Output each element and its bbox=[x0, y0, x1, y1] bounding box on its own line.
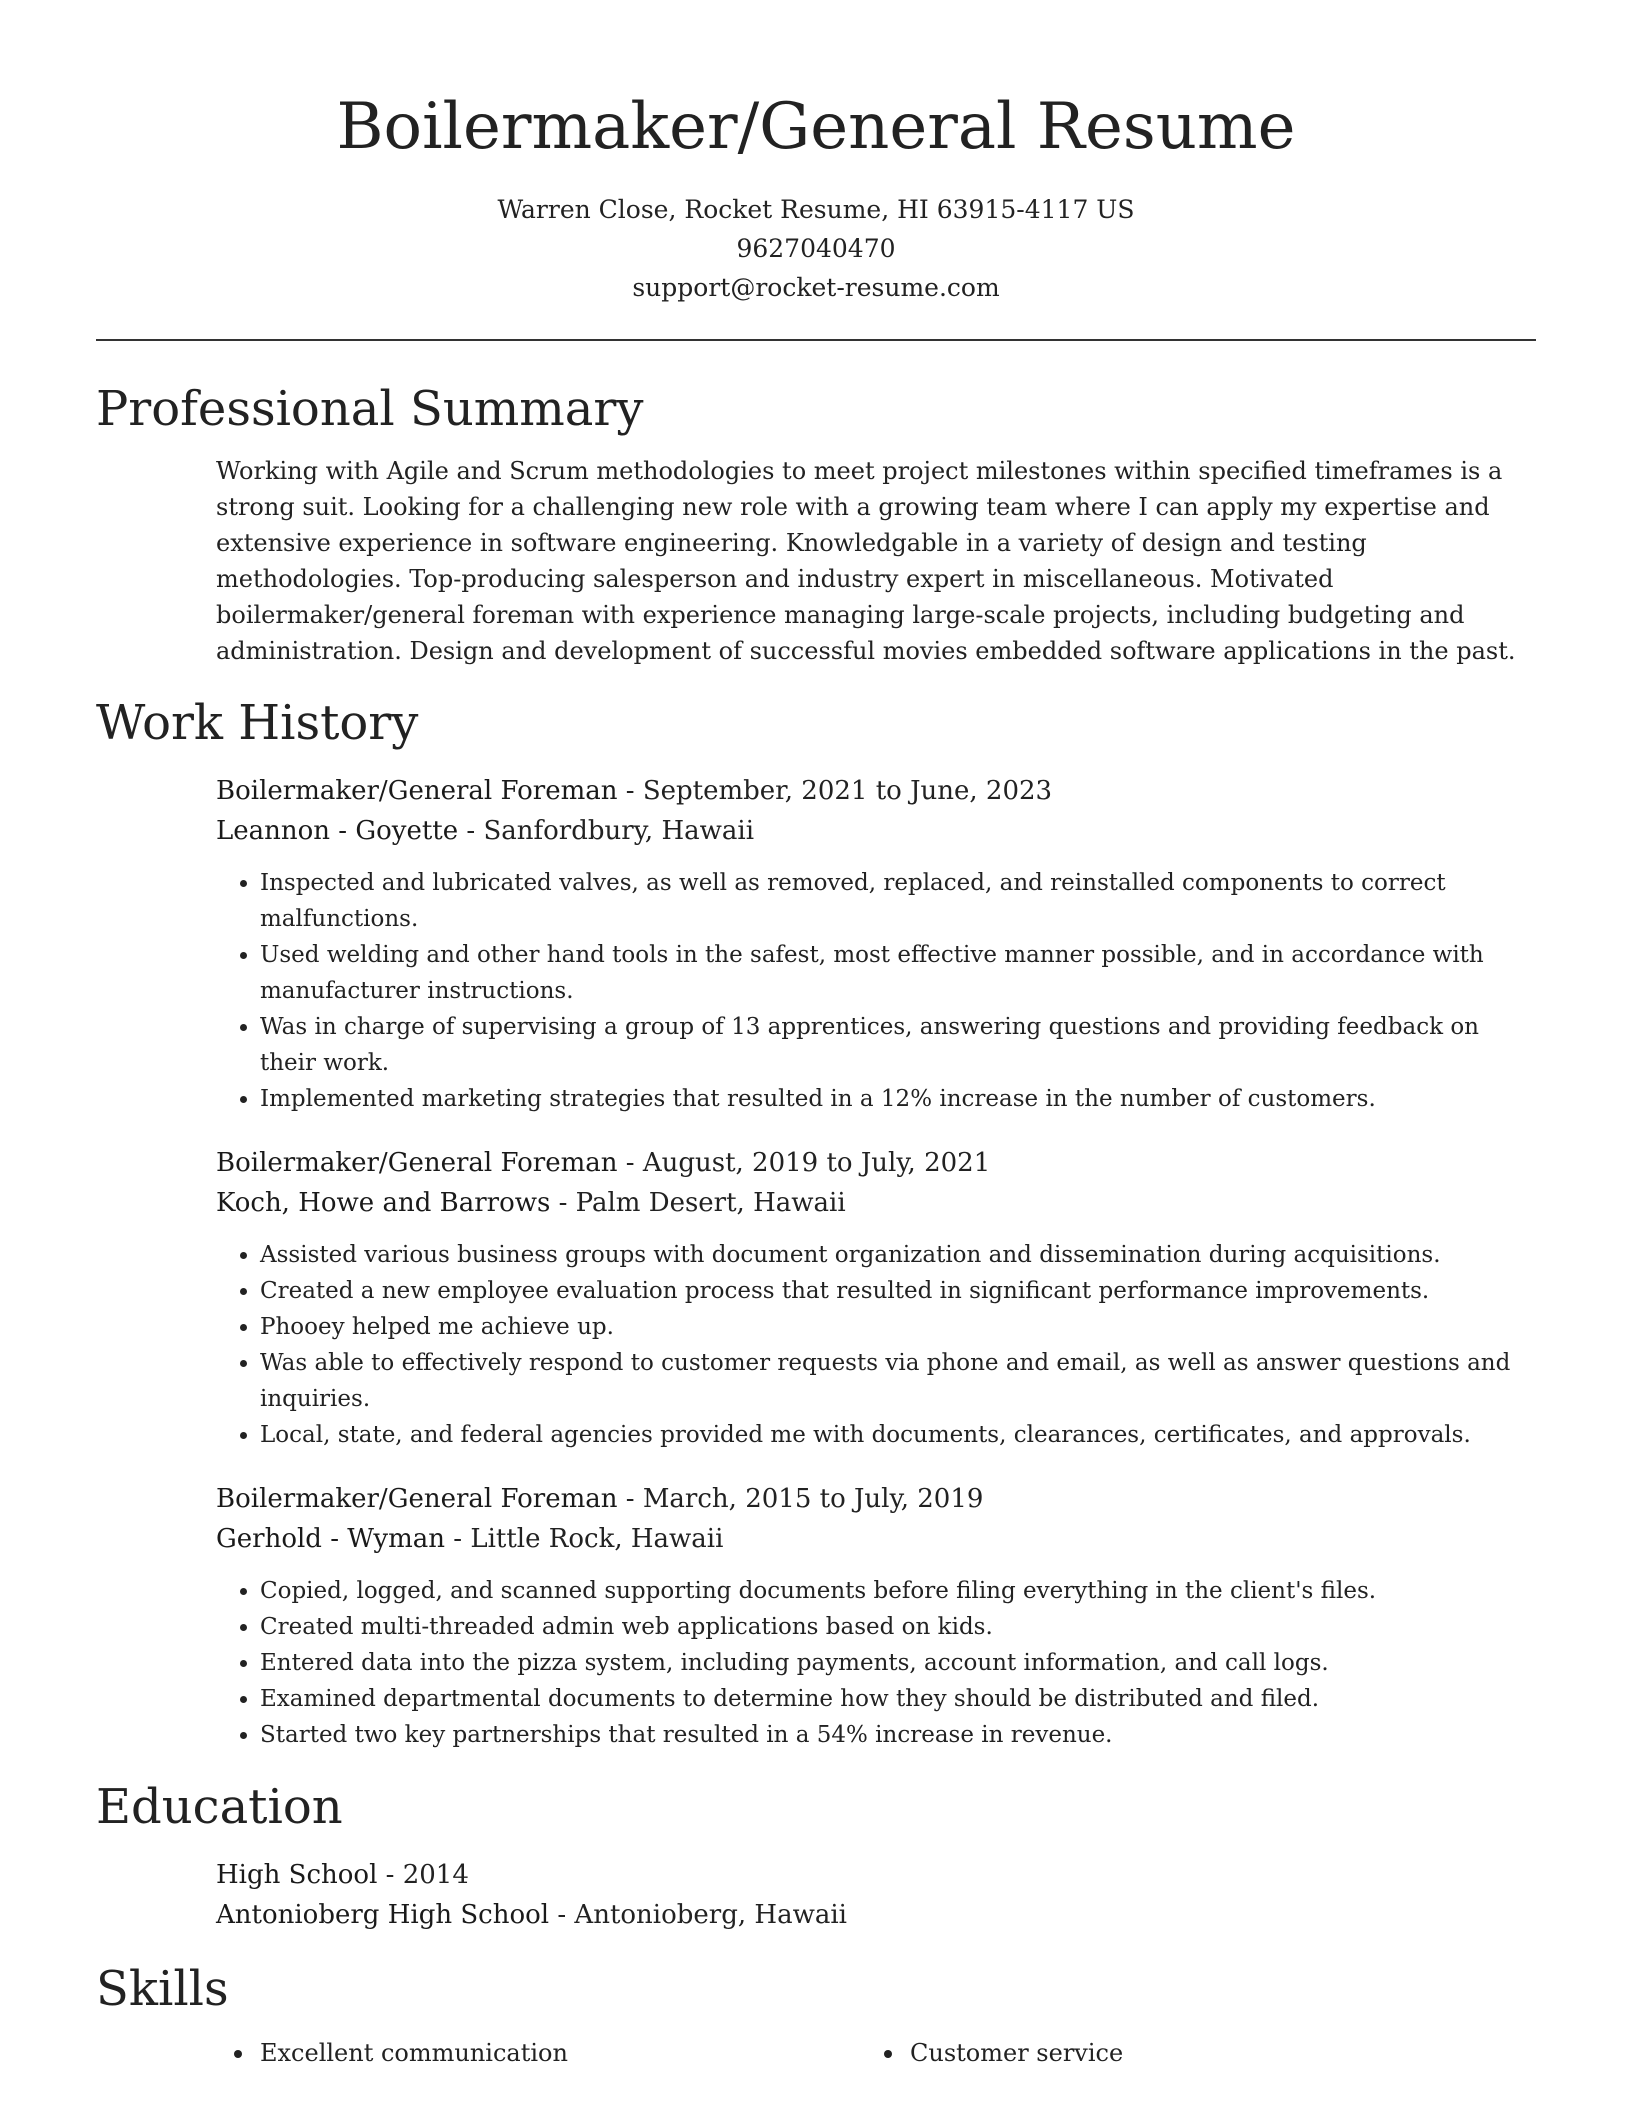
work-history-section bbox=[216, 771, 1536, 1753]
job-company: Gerhold - Wyman bbox=[216, 1524, 445, 1554]
job-bullet: • Examined departmental documents to determine how they should be distributed and filed. bbox=[260, 1681, 1536, 1717]
education-year: 2014 bbox=[402, 1860, 469, 1890]
job-bullet: • Entered data into the pizza system, including payments, account information, and call logs. bbox=[260, 1645, 1536, 1681]
work-history-heading: Work History bbox=[96, 695, 419, 751]
summary-section bbox=[216, 453, 1536, 669]
separator: - bbox=[557, 1900, 575, 1930]
job-bullet: • Was able to effectively respond to customer requests via phone and email, as well as answer questions and inquiries. bbox=[260, 1345, 1536, 1417]
separator: - bbox=[625, 1148, 643, 1178]
job-bullet: • Created multi-threaded admin web applications based on kids. bbox=[260, 1609, 1536, 1645]
education-school: Antonioberg High School bbox=[216, 1900, 550, 1930]
separator: - bbox=[558, 1188, 576, 1218]
contact-phone: 9627040470 bbox=[736, 234, 896, 263]
education-location: Antonioberg, Hawaii bbox=[574, 1900, 847, 1930]
resume-title: Boilermaker/General Resume bbox=[336, 90, 1296, 164]
job-bullet: • Used welding and other hand tools in the safest, most effective manner possible, and in accordance with manufacturer instructions. bbox=[260, 937, 1536, 1009]
job-company-line bbox=[216, 1519, 1536, 1559]
job-company-line bbox=[216, 811, 1536, 851]
contact-email: support@rocket-resume.com bbox=[632, 273, 1000, 302]
education-entry bbox=[216, 1855, 1536, 1935]
separator: - bbox=[625, 1484, 643, 1514]
job-title: Boilermaker/General Foreman bbox=[216, 1148, 618, 1178]
job-entry bbox=[216, 1479, 1536, 1753]
job-bullets bbox=[216, 1237, 1536, 1453]
contact-address: Warren Close, Rocket Resume, HI 63915-4117 US bbox=[497, 195, 1135, 224]
skill-item: Customer service bbox=[866, 2035, 1516, 2071]
job-company-line bbox=[216, 1183, 1536, 1223]
job-location: Palm Desert, Hawaii bbox=[575, 1188, 846, 1218]
skills-heading: Skills bbox=[96, 1961, 229, 2017]
job-company: Leannon - Goyette bbox=[216, 816, 459, 846]
job-title: Boilermaker/General Foreman bbox=[216, 1484, 618, 1514]
job-bullet: • Implemented marketing strategies that resulted in a 12% increase in the number of customers. bbox=[260, 1081, 1536, 1117]
contact-block bbox=[96, 190, 1536, 307]
education-degree: High School bbox=[216, 1860, 378, 1890]
job-bullet: • Assisted various business groups with document organization and dissemination during acquisitions. bbox=[260, 1237, 1536, 1273]
job-company: Koch, Howe and Barrows bbox=[216, 1188, 551, 1218]
job-title-line bbox=[216, 1143, 1536, 1183]
summary-text: Working with Agile and Scrum methodologies to meet project milestones within specified timeframes is a strong suit. Looking for a challenging new role with a growing team where I can apply my expertise and extensive experience in software engineering. Knowledgable in a variety of design and testing methodologies. Top-producing salesperson and industry expert in miscellaneous. Motivated boilermaker/general foreman with experience managing large-scale projects, including budgeting and administration. Design and development of successful movies embedded software applications in the past. bbox=[216, 457, 1516, 665]
education-section bbox=[216, 1855, 1536, 1935]
job-bullet: • Created a new employee evaluation process that resulted in significant performance improvements. bbox=[260, 1273, 1536, 1309]
separator: - bbox=[385, 1860, 403, 1890]
education-heading: Education bbox=[96, 1779, 343, 1835]
job-dates: August, 2019 to July, 2021 bbox=[642, 1148, 991, 1178]
job-location: Sanfordbury, Hawaii bbox=[483, 816, 755, 846]
separator: - bbox=[453, 1524, 471, 1554]
job-bullets bbox=[216, 1573, 1536, 1753]
job-bullet: • Was in charge of supervising a group of 13 apprentices, answering questions and providing feedback on their work. bbox=[260, 1009, 1536, 1081]
job-entry bbox=[216, 1143, 1536, 1453]
job-bullet: • Copied, logged, and scanned supporting documents before filing everything in the client's files. bbox=[260, 1573, 1536, 1609]
separator: - bbox=[625, 776, 643, 806]
job-entry bbox=[216, 771, 1536, 1117]
job-title-line bbox=[216, 1479, 1536, 1519]
education-degree-line bbox=[216, 1855, 1536, 1895]
job-bullet: • Started two key partnerships that resulted in a 54% increase in revenue. bbox=[260, 1717, 1536, 1753]
skill-item: Excellent communication bbox=[216, 2035, 866, 2071]
job-bullet: • Inspected and lubricated valves, as well as removed, replaced, and reinstalled components to correct malfunctions. bbox=[260, 865, 1536, 937]
job-dates: September, 2021 to June, 2023 bbox=[642, 776, 1053, 806]
skills-list bbox=[216, 2035, 1536, 2071]
job-bullet: • Phooey helped me achieve up. bbox=[260, 1309, 1536, 1345]
job-bullets bbox=[216, 865, 1536, 1117]
job-title: Boilermaker/General Foreman bbox=[216, 776, 618, 806]
separator: - bbox=[466, 816, 484, 846]
job-bullet: • Local, state, and federal agencies provided me with documents, clearances, certificates, and approvals. bbox=[260, 1417, 1536, 1453]
education-school-line bbox=[216, 1895, 1536, 1935]
job-title-line bbox=[216, 771, 1536, 811]
header-divider bbox=[96, 339, 1536, 341]
job-location: Little Rock, Hawaii bbox=[470, 1524, 724, 1554]
resume-page bbox=[96, 0, 1536, 2071]
summary-heading: Professional Summary bbox=[96, 381, 644, 437]
job-dates: March, 2015 to July, 2019 bbox=[642, 1484, 984, 1514]
